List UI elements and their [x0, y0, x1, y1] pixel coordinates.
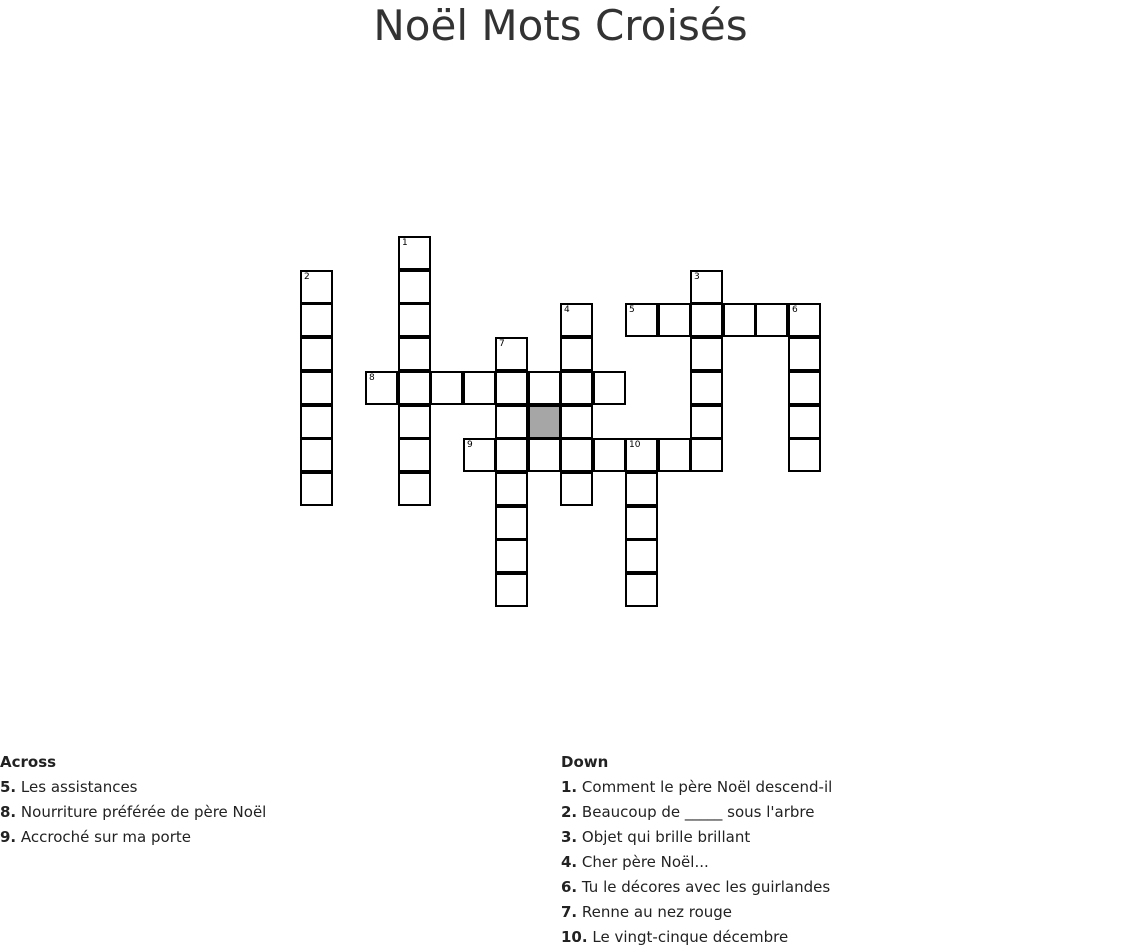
clue-number-label: 6 [792, 305, 798, 315]
grid-cell[interactable] [528, 371, 561, 405]
clue-text: Comment le père Noël descend-il [581, 778, 833, 796]
grid-cell[interactable] [625, 472, 658, 506]
clue-down-6 [561, 875, 832, 900]
grid-cell[interactable] [495, 438, 528, 472]
clue-down-7 [561, 900, 832, 925]
clue-text: Le vingt-cinque décembre [592, 928, 789, 946]
grid-cell[interactable] [398, 337, 431, 371]
grid-cell[interactable] [625, 539, 658, 573]
grid-cell[interactable] [430, 371, 463, 405]
clue-text: Renne au nez rouge [581, 903, 733, 921]
clue-number: 5. [0, 778, 17, 796]
grid-cell[interactable] [560, 371, 593, 405]
clue-number-label: 8 [369, 373, 375, 383]
clue-text: Beaucoup de _____ sous l'arbre [581, 803, 815, 821]
grid-cell[interactable] [788, 405, 821, 439]
clue-across-5 [0, 775, 266, 800]
grid-cell[interactable] [788, 337, 821, 371]
clue-number: 9. [0, 828, 17, 846]
grid-cell[interactable] [495, 539, 528, 573]
grid-cell[interactable] [625, 573, 658, 607]
clue-across-8 [0, 800, 266, 825]
clue-number-label: 4 [564, 305, 570, 315]
grid-cell[interactable] [398, 371, 431, 405]
clue-text: Nourriture préférée de père Noël [20, 803, 267, 821]
clue-number-label: 10 [629, 440, 641, 450]
grid-cell[interactable] [723, 303, 756, 337]
grid-cell[interactable] [495, 506, 528, 540]
down-heading: Down [561, 753, 609, 771]
grid-cell[interactable] [398, 303, 431, 337]
grid-cell[interactable] [495, 337, 528, 371]
grid-cell[interactable] [300, 438, 333, 472]
grid-cell[interactable] [625, 303, 658, 337]
grid-cell[interactable] [463, 371, 496, 405]
grid-cell[interactable] [593, 371, 626, 405]
grid-cell[interactable] [495, 573, 528, 607]
grid-cell[interactable] [560, 405, 593, 439]
grid-cell[interactable] [560, 337, 593, 371]
clue-number-label: 3 [694, 272, 700, 282]
clue-number: 4. [561, 853, 578, 871]
grid-cell[interactable] [398, 270, 431, 304]
grid-cell[interactable] [495, 371, 528, 405]
clue-down-3 [561, 825, 832, 850]
grid-cell[interactable] [398, 472, 431, 506]
grid-cell[interactable] [625, 506, 658, 540]
grid-cell[interactable] [690, 371, 723, 405]
clue-down-1 [561, 775, 832, 800]
clue-number: 8. [0, 803, 17, 821]
clue-number-label: 7 [499, 339, 505, 349]
grid-cell[interactable] [690, 303, 723, 337]
grid-cell[interactable] [560, 303, 593, 337]
clue-number-label: 9 [467, 440, 473, 450]
clue-number: 3. [561, 828, 578, 846]
grid-cell[interactable] [398, 438, 431, 472]
grid-cell[interactable] [528, 438, 561, 472]
grid-cell[interactable] [658, 438, 691, 472]
clue-number: 1. [561, 778, 578, 796]
grid-cell[interactable] [658, 303, 691, 337]
grid-cell[interactable] [788, 303, 821, 337]
grid-cell[interactable] [398, 236, 431, 270]
page-title: Noël Mots Croisés [373, 1, 748, 50]
clue-number-label: 2 [304, 272, 310, 282]
grid-cell[interactable] [593, 438, 626, 472]
grid-cell[interactable] [690, 405, 723, 439]
grid-cell[interactable] [300, 405, 333, 439]
clue-text: Accroché sur ma porte [20, 828, 191, 846]
grid-cell[interactable] [495, 472, 528, 506]
clue-number-label: 1 [402, 238, 408, 248]
grid-cell[interactable] [495, 405, 528, 439]
down-clues [561, 750, 832, 950]
clue-across-9 [0, 825, 266, 850]
grid-cell[interactable] [625, 438, 658, 472]
grid-cell[interactable] [788, 438, 821, 472]
grid-cell[interactable] [398, 405, 431, 439]
grid-cell[interactable] [560, 472, 593, 506]
clue-text: Tu le décores avec les guirlandes [581, 878, 831, 896]
grid-cell[interactable] [300, 303, 333, 337]
clue-number-label: 5 [629, 305, 635, 315]
clue-number: 10. [561, 928, 588, 946]
grid-cell[interactable] [300, 472, 333, 506]
clue-number: 6. [561, 878, 578, 896]
grid-cell[interactable] [690, 438, 723, 472]
clue-down-10 [561, 925, 832, 950]
shaded-cell [528, 405, 561, 439]
grid-cell[interactable] [463, 438, 496, 472]
clue-text: Objet qui brille brillant [581, 828, 751, 846]
clue-number: 2. [561, 803, 578, 821]
grid-cell[interactable] [300, 270, 333, 304]
grid-cell[interactable] [365, 371, 398, 405]
across-clues [0, 750, 266, 850]
grid-cell[interactable] [300, 337, 333, 371]
clue-text: Les assistances [20, 778, 138, 796]
clue-down-2 [561, 800, 832, 825]
grid-cell[interactable] [755, 303, 788, 337]
clue-text: Cher père Noël... [581, 853, 709, 871]
across-heading: Across [0, 753, 57, 771]
grid-cell[interactable] [560, 438, 593, 472]
clue-number: 7. [561, 903, 578, 921]
clue-down-4 [561, 850, 832, 875]
grid-cell[interactable] [690, 270, 723, 304]
grid-cell[interactable] [788, 371, 821, 405]
grid-cell[interactable] [690, 337, 723, 371]
grid-cell[interactable] [300, 371, 333, 405]
